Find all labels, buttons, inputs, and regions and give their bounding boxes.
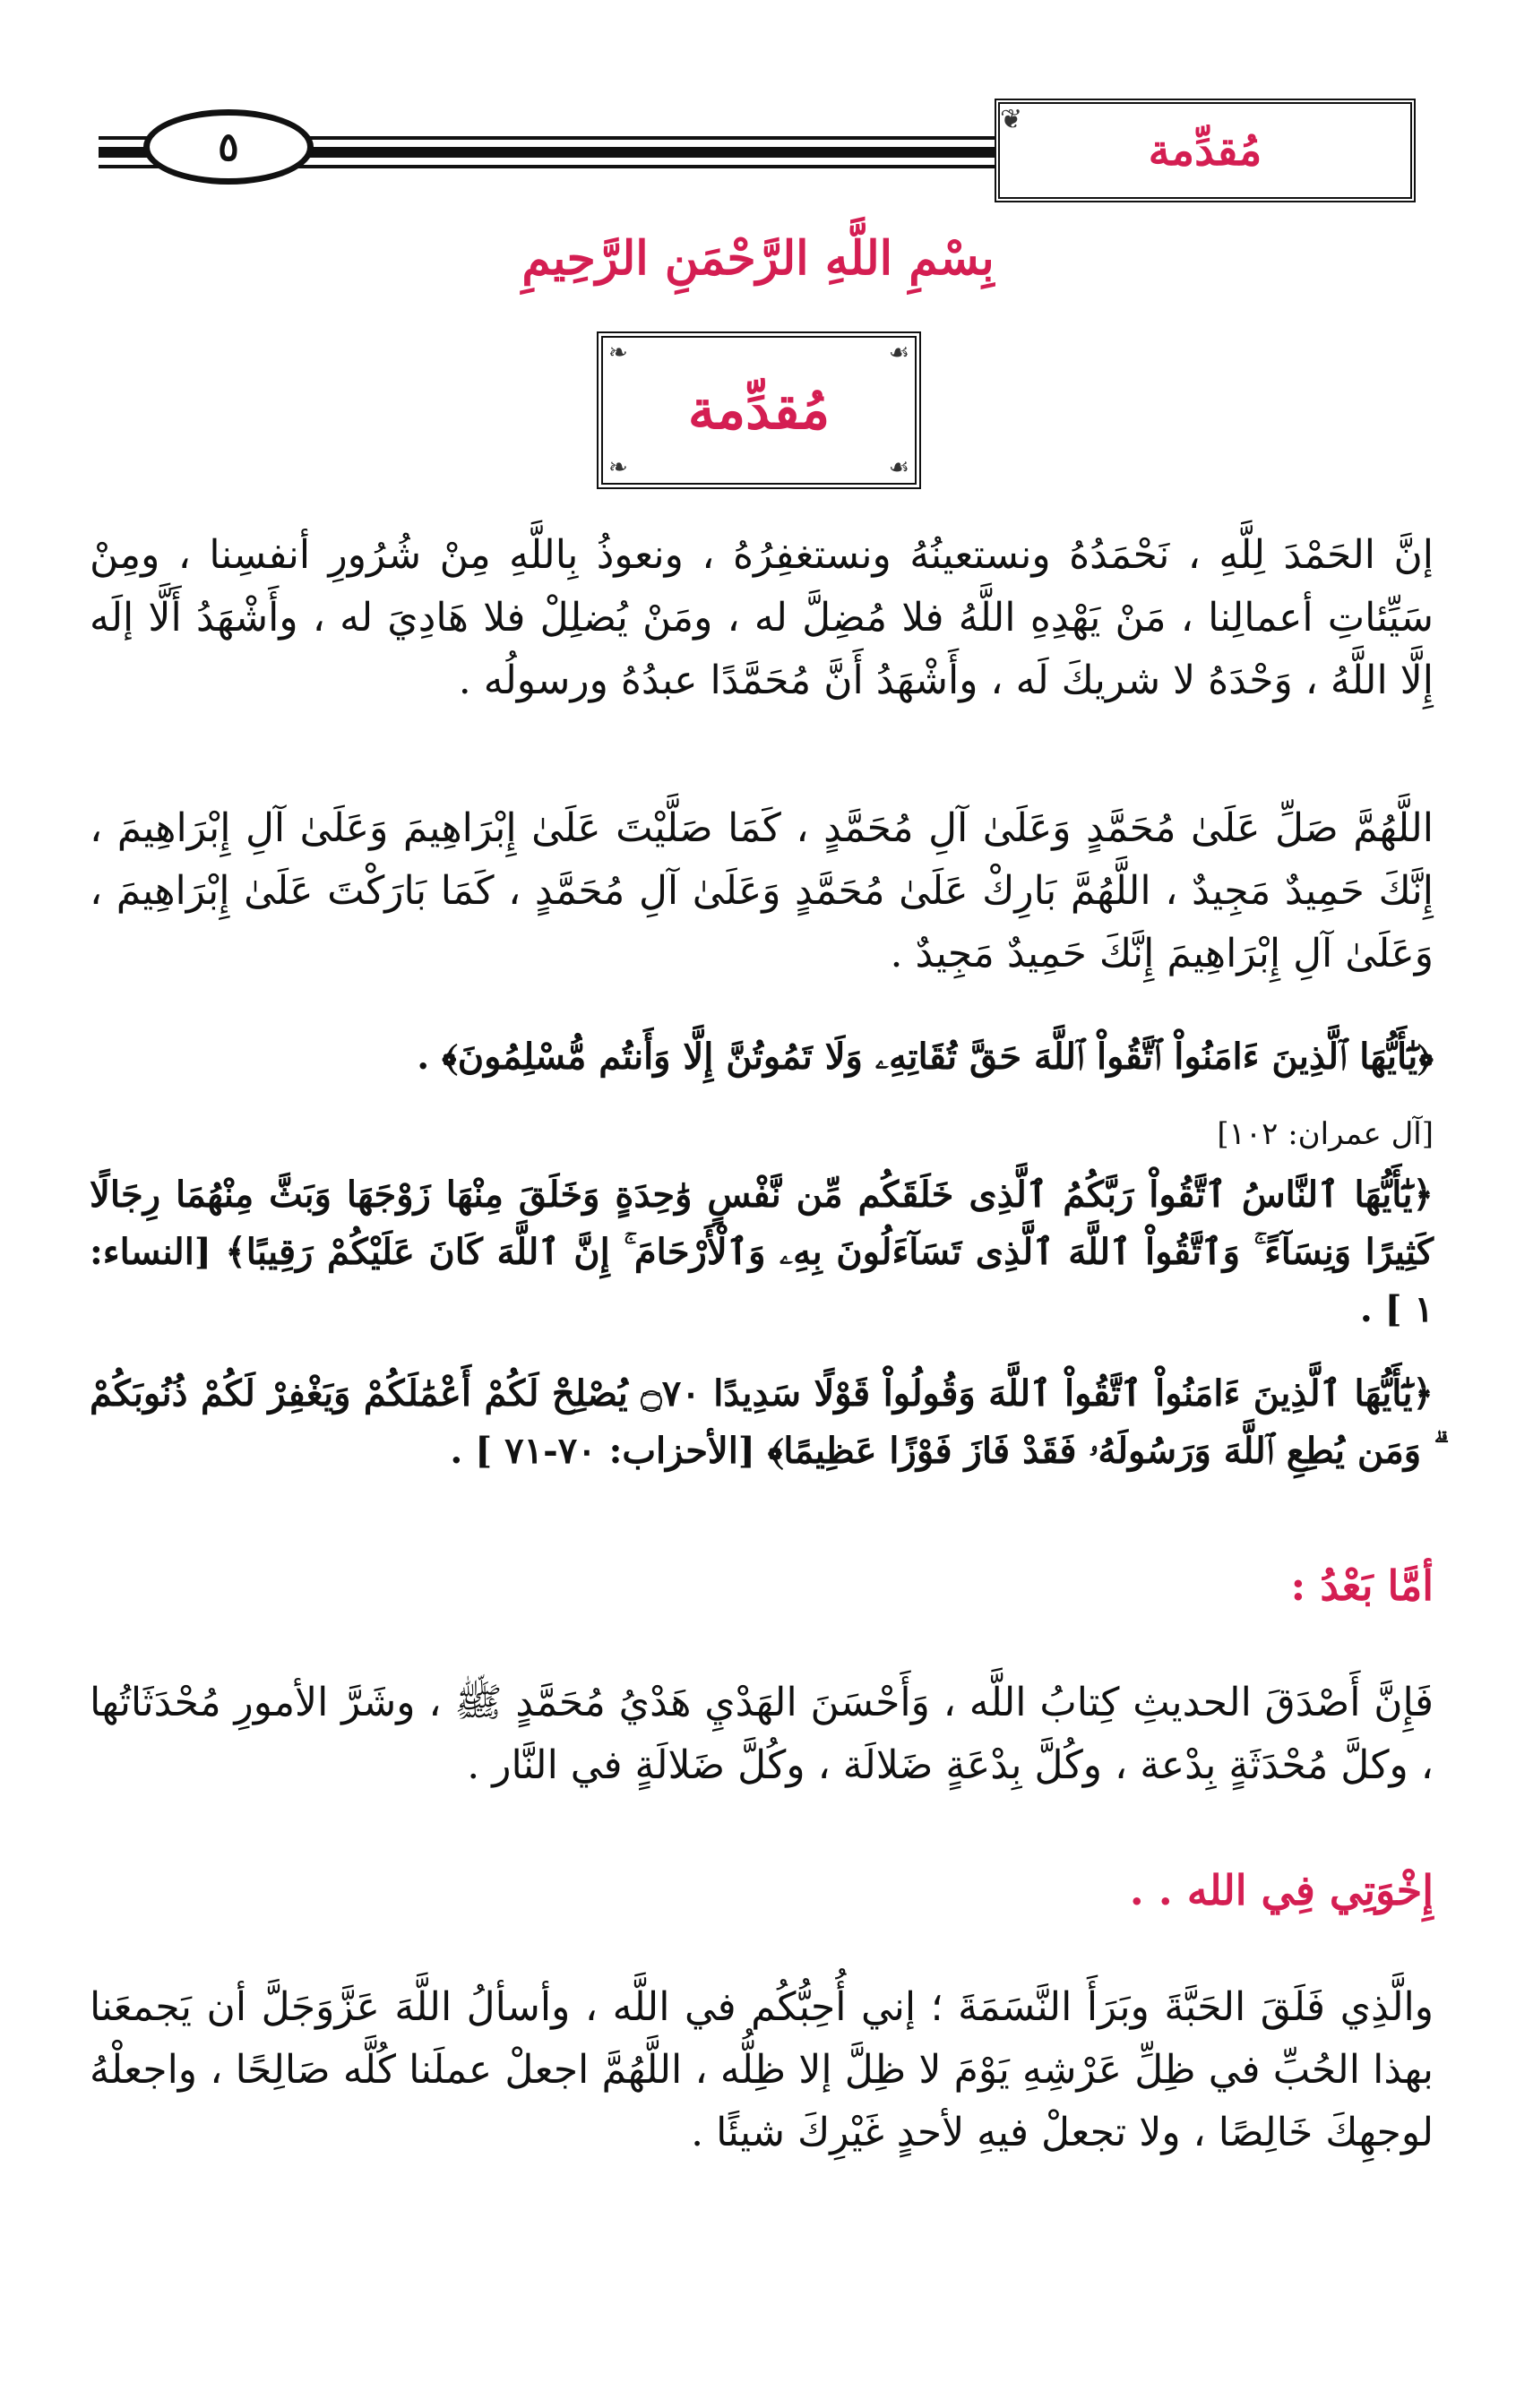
- corner-ornament-icon: ☙: [888, 454, 909, 481]
- section-heading-amma-bad: أمَّا بَعْدُ :: [1290, 1561, 1434, 1610]
- chapter-title: مُقدِّمة: [687, 379, 831, 442]
- paragraph-love-for-allah: والَّذِي فَلَقَ الحَبَّةَ وبَرَأَ النَّسَمَةَ ؛ إني أُحِبُّكُم في اللَّه ، وأسألُ اللَّهَ عَزَّوَجَلَّ أن يَجمعَنا بهذا الحُبِّ في ظِلِّ عَرْشِهِ يَوْمَ لا ظِلَّ إلا ظِلُّه ، اللَّهُمَّ اجعلْ عملَنا كُلَّه صَالِحًا ، واجعلْهُ لوجهِكَ خَالِصًا ، ولا تجعلْ فيهِ لأحدٍ غَيْرِكَ شيئًا .: [90, 1984, 1434, 2155]
- ornament-icon: ❦: [1000, 104, 1023, 135]
- corner-ornament-icon: ❧: [608, 340, 628, 366]
- verse-text-al-ahzab: ﴿يَٰٓأَيُّهَا ٱلَّذِينَ ءَامَنُواْ ٱتَّقُواْ ٱللَّهَ وَقُولُواْ قَوْلًا سَدِيدًا ۝٧٠ يُصْلِحْ لَكُمْ أَعْمَٰلَكُمْ وَيَغْفِرْ لَكُمْ ذُنُوبَكُمْ ۗ وَمَن يُطِعِ ٱللَّهَ وَرَسُولَهُۥ فَقَدْ فَازَ فَوْزًا عَظِيمًا﴾: [90, 1372, 1434, 1472]
- page-number: ٥: [218, 124, 239, 170]
- section-heading-brothers: إِخْوَتِي فِي الله . .: [1129, 1866, 1434, 1914]
- quran-verse-an-nisa: [90, 1166, 1434, 1338]
- chapter-title-frame: [597, 331, 921, 489]
- corner-ornament-icon: ❧: [608, 454, 628, 481]
- page-number-oval: [143, 109, 314, 185]
- paragraph-best-speech: فَإِنَّ أَصْدَقَ الحديثِ كِتابُ اللَّه ، وَأَحْسَنَ الهَدْيِ هَدْيُ مُحَمَّدٍ ﷺ ، وشَرَّ الأمورِ مُحْدَثَاتُها ، وكلَّ مُحْدَثَةٍ بِدْعة ، وكُلَّ بِدْعَةٍ ضَلالَة ، وكُلَّ ضَلالَةٍ في النَّار .: [90, 1680, 1434, 1788]
- running-title-box: [995, 99, 1416, 202]
- paragraph-salawat: اللَّهُمَّ صَلِّ عَلَىٰ مُحَمَّدٍ وَعَلَىٰ آلِ مُحَمَّدٍ ، كَمَا صَلَّيْتَ عَلَىٰ إِبْرَاهِيمَ وَعَلَىٰ آلِ إِبْرَاهِيمَ ، إِنَّكَ حَمِيدٌ مَجِيدٌ ، اللَّهُمَّ بَارِكْ عَلَىٰ مُحَمَّدٍ وَعَلَىٰ آلِ مُحَمَّدٍ ، كَمَا بَارَكْتَ عَلَىٰ إِبْرَاهِيمَ ، وَعَلَىٰ آلِ إِبْرَاهِيمَ إِنَّكَ حَمِيدٌ مَجِيدٌ .: [90, 805, 1434, 976]
- running-title: مُقدِّمة: [1148, 125, 1262, 176]
- verse-text-an-nisa: ﴿يَٰٓأَيُّهَا ٱلنَّاسُ ٱتَّقُواْ رَبَّكُمُ ٱلَّذِى خَلَقَكُم مِّن نَّفْسٍ وَٰحِدَةٍ وَخَلَقَ مِنْهَا زَوْجَهَا وَبَثَّ مِنْهُمَا رِجَالًا كَثِيرًا وَنِسَآءً ۚ وَٱتَّقُواْ ٱللَّهَ ٱلَّذِى تَسَآءَلُونَ بِهِۦ وَٱلْأَرْحَامَ ۚ إِنَّ ٱللَّهَ كَانَ عَلَيْكُمْ رَقِيبًا﴾: [90, 1174, 1434, 1273]
- verse-reference-al-imran: [آل عمران: ١٠٢]: [1217, 1116, 1434, 1152]
- quran-verse-al-ahzab: [90, 1365, 1434, 1480]
- verse-reference-al-ahzab: [الأحزاب: ٧٠-٧١ ] .: [450, 1430, 755, 1472]
- basmala: بِسْمِ اللَّهِ الرَّحْمَنِ الرَّحِيمِ: [521, 231, 995, 286]
- corner-ornament-icon: ☙: [888, 340, 909, 366]
- quran-verse-al-imran: ﴿يَٰٓأَيُّهَا ٱلَّذِينَ ءَامَنُواْ ٱتَّقُواْ ٱللَّهَ حَقَّ تُقَاتِهِۦ وَلَا تَمُوتُنَّ إِلَّا وَأَنتُم مُّسْلِمُونَ﴾ .: [417, 1036, 1434, 1078]
- paragraph-opening-praise: إنَّ الحَمْدَ لِلَّهِ ، نَحْمَدُهُ ونستعينُهُ ونستغفِرُهُ ، ونعوذُ بِاللَّهِ مِنْ شُرُورِ أنفسِنا ، ومِنْ سَيِّئاتِ أعمالِنا ، مَنْ يَهْدِهِ اللَّهُ فلا مُضِلَّ له ، ومَنْ يُضلِلْ فلا هَادِيَ له ، وأَشْهَدُ أَلَّا إلَه إِلَّا اللَّهُ ، وَحْدَهُ لا شريكَ لَه ، وأَشْهَدُ أَنَّ مُحَمَّدًا عبدُهُ ورسولُه .: [90, 532, 1434, 703]
- verse-reference-an-nisa: [النساء: ١ ] .: [90, 1231, 1434, 1330]
